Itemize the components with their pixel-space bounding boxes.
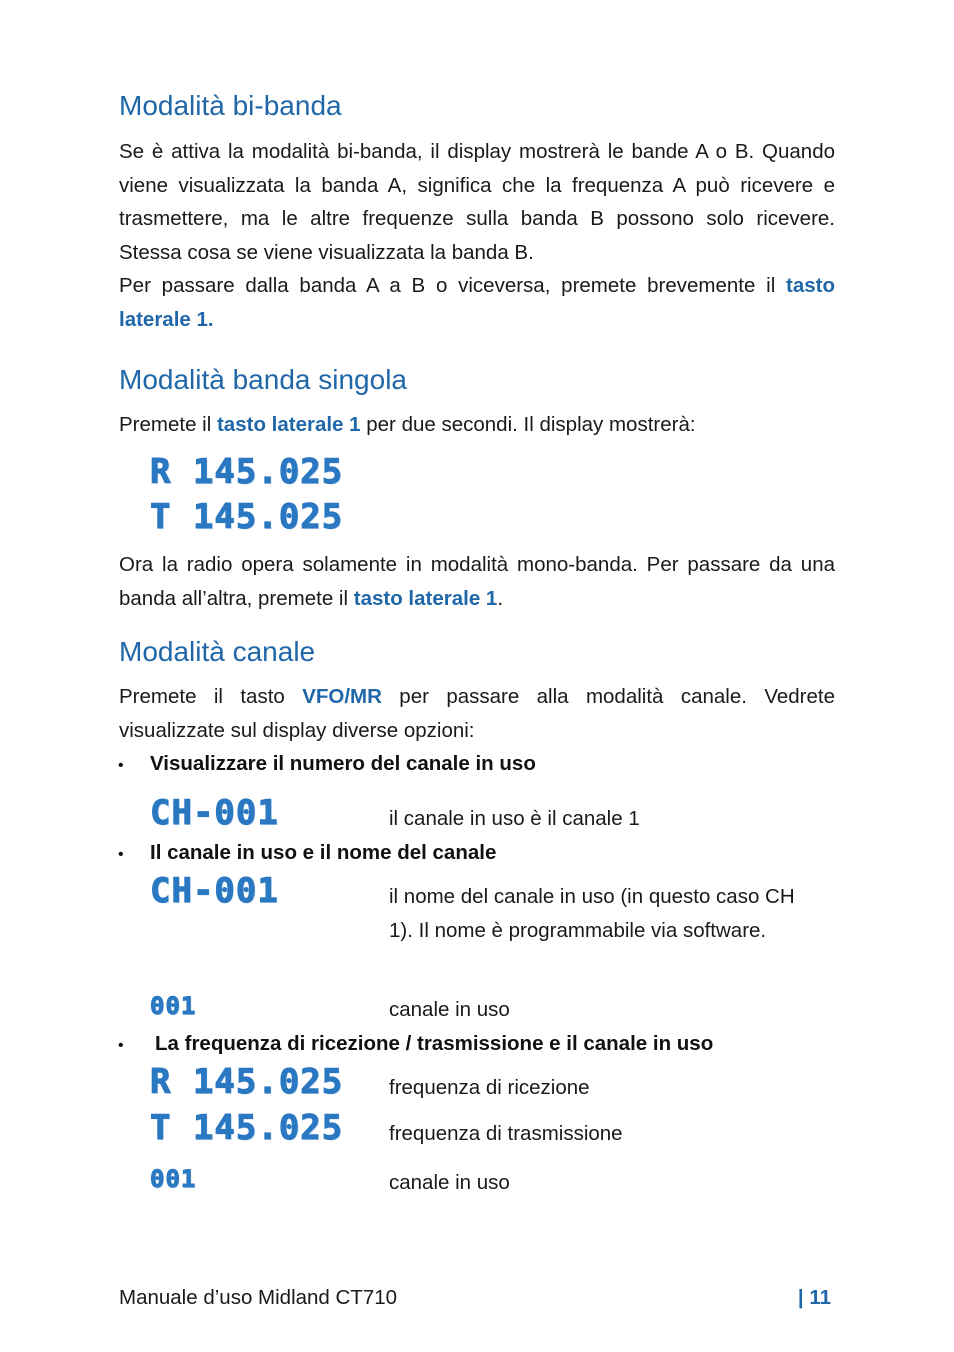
bullet-icon: • (118, 1037, 124, 1054)
list-item (118, 750, 536, 780)
single-band-paragraph-1-text-b: per due secondi. Il display mostrerà: (360, 413, 696, 436)
bullet-icon: • (118, 846, 124, 863)
list-item (118, 1030, 713, 1060)
footer-manual-title: Manuale d’uso Midland CT710 (119, 1286, 398, 1309)
lcd-description: frequenza di ricezione (389, 1076, 590, 1099)
biband-paragraph-2-text: Per passare dalla banda A a B o viceversa, premete brevemente il (119, 274, 787, 297)
section-title-single-band: Modalità banda singola (119, 364, 407, 395)
list-item-heading: Il canale in uso e il nome del canale (150, 841, 497, 864)
lcd-channel-name: CH-001 (150, 871, 279, 911)
channel-paragraph-1 (119, 680, 835, 747)
single-band-paragraph-1-text-a: Premete il (119, 413, 217, 436)
section-title-channel: Modalità canale (119, 636, 316, 667)
list-item (118, 839, 496, 869)
bullet-icon: • (118, 757, 124, 774)
side-key-1-reference: tasto laterale 1 (353, 586, 498, 610)
lcd-transmit-frequency: T 145.025 (150, 497, 344, 537)
list-item-heading: La frequenza di ricezione / trasmissione e il canale in uso (155, 1032, 714, 1055)
lcd-receive-frequency: R 145.025 (150, 452, 344, 492)
single-band-paragraph-2-text-a: Ora la radio opera solamente in modalità mono-banda. Per passare da una banda all’altra, premete il (119, 553, 835, 610)
lcd-channel-in-use: 001 (150, 1165, 197, 1193)
channel-paragraph-1-text-a: Premete il tasto (119, 685, 303, 708)
list-item-heading: Visualizzare il numero del canale in uso (150, 752, 536, 775)
lcd-description: canale in uso (389, 1171, 510, 1194)
lcd-receive-frequency: R 145.025 (150, 1062, 344, 1102)
lcd-channel-in-use: 001 (150, 992, 197, 1020)
single-band-paragraph-2 (119, 548, 835, 615)
single-band-paragraph-2-text-b: . (497, 586, 504, 610)
side-key-1-reference: tasto laterale 1. (119, 274, 835, 331)
page-number: | 11 (797, 1286, 831, 1309)
channel-paragraph-1-text-b: per passare alla modalità canale. Vedrete visualizzate sul display diverse opzioni: (119, 685, 835, 742)
lcd-transmit-frequency: T 145.025 (150, 1108, 344, 1148)
lcd-channel-number: CH-001 (150, 793, 279, 833)
lcd-description: il nome del canale in uso (in questo caso CH 1). Il nome è programmabile via software. (389, 885, 795, 942)
lcd-description: il canale in uso è il canale 1 (389, 807, 640, 830)
vfo-mr-key-reference: VFO/MR (302, 685, 382, 708)
lcd-description: canale in uso (389, 998, 510, 1021)
biband-paragraph-2 (119, 269, 835, 336)
lcd-description: frequenza di trasmissione (389, 1122, 623, 1145)
biband-paragraph-1: Se è attiva la modalità bi-banda, il display mostrerà le bande A o B. Quando viene visualizzata la banda A, significa che la frequenza A può ricevere e trasmettere, ma le altre frequenze sulla banda B possono solo ricevere. Stessa cosa se viene visualizzata la banda B. (119, 140, 835, 264)
side-key-1-reference: tasto laterale 1 (216, 413, 361, 436)
section-title-biband: Modalità bi-banda (119, 90, 342, 121)
single-band-paragraph-1 (119, 408, 835, 442)
